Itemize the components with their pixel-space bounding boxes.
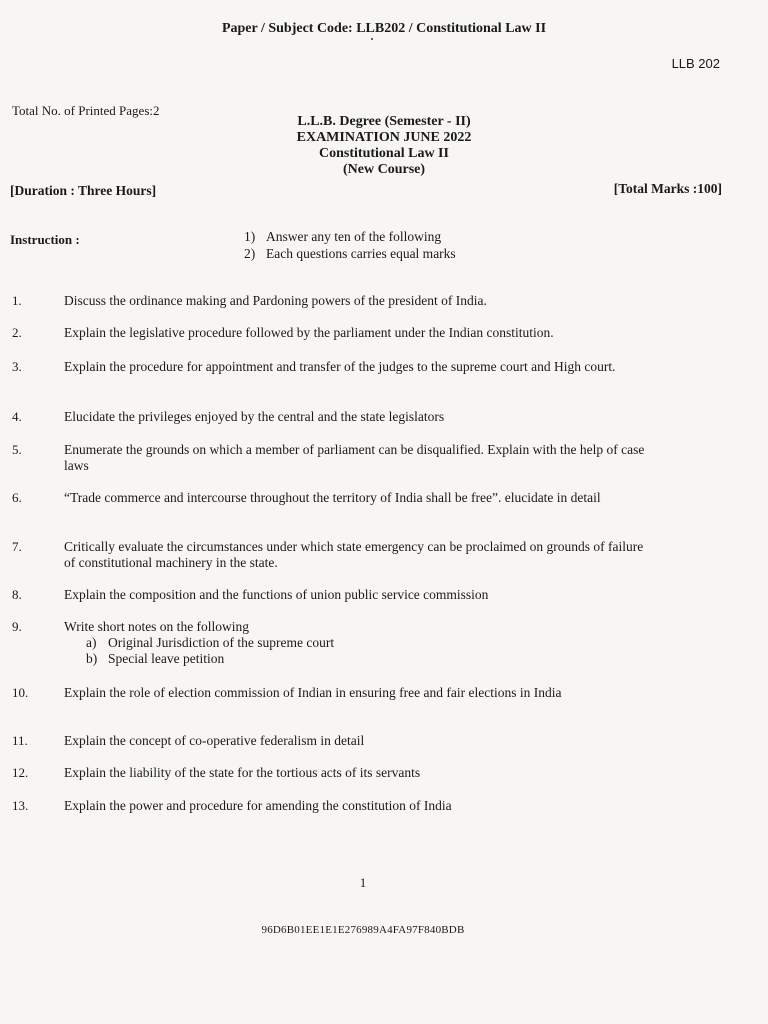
question-number: 3. [12,359,22,374]
question-number: 13. [12,798,29,813]
total-marks-label: [Total Marks :100] [613,181,722,196]
degree-title: L.L.B. Degree (Semester - II) [297,114,471,129]
question-stem: Write short notes on the following [64,619,250,634]
question-number: 1. [12,293,22,308]
question-number: 10. [12,685,29,700]
question-text: Explain the concept of co-operative federalism in detail [64,733,365,748]
question-text: Explain the legislative procedure followed by the parliament under the Indian constitution. [64,325,554,340]
question-text: Explain the role of election commission of Indian in ensuring free and fair elections in India [64,685,562,700]
question-text: Elucidate the privileges enjoyed by the central and the state legislators [64,409,445,424]
sub-question: a) Original Jurisdiction of the supreme court [86,635,335,650]
question-text: Explain the liability of the state for the tortious acts of its servants [64,765,421,780]
question-number: 8. [12,587,22,602]
subject-code-header: Paper / Subject Code: LLB202 / Constitutional Law II [221,21,547,36]
question-number: 9. [12,619,22,634]
header-dot [371,38,373,40]
question-text: Critically evaluate the circumstances under which state emergency can be proclaimed on grounds of failure of constitutional machinery in the state. [64,539,644,570]
footer-hash-code: 96D6B01EE1E1E276989A4FA97F840BDB [261,924,465,936]
instruction-label: Instruction : [10,232,80,247]
instruction-item: 2) Each questions carries equal marks [244,246,456,261]
exam-title-block [0,114,768,178]
instruction-list [244,228,456,262]
page-number: 1 [359,875,367,890]
question-text [64,619,654,667]
question-text: Enumerate the grounds on which a member of parliament can be disqualified. Explain with the help of case laws [64,442,645,473]
subject-title: Constitutional Law II [319,146,449,161]
question-text: Explain the power and procedure for amending the constitution of India [64,798,452,813]
question-text: “Trade commerce and intercourse throughout the territory of India shall be free”. elucidate in detail [64,490,601,505]
paper-code-label: LLB 202 [671,56,720,71]
sub-question: b) Special leave petition [86,651,225,666]
instruction-item: 1) Answer any ten of the following [244,229,442,244]
question-text: Explain the procedure for appointment and transfer of the judges to the supreme court and High court. [64,359,616,374]
question-text: Discuss the ordinance making and Pardoning powers of the president of India. [64,293,487,308]
question-number: 12. [12,765,29,780]
course-title: (New Course) [342,162,426,177]
duration-label: [Duration : Three Hours] [10,183,157,198]
question-number: 7. [12,539,22,554]
question-text: Explain the composition and the functions of union public service commission [64,587,489,602]
question-number: 11. [12,733,28,748]
examination-title: EXAMINATION JUNE 2022 [296,130,472,145]
question-number: 2. [12,325,22,340]
question-number: 5. [12,442,22,457]
question-number: 4. [12,409,22,424]
question-number: 6. [12,490,22,505]
printed-pages-note: Total No. of Printed Pages:2 [12,103,160,118]
